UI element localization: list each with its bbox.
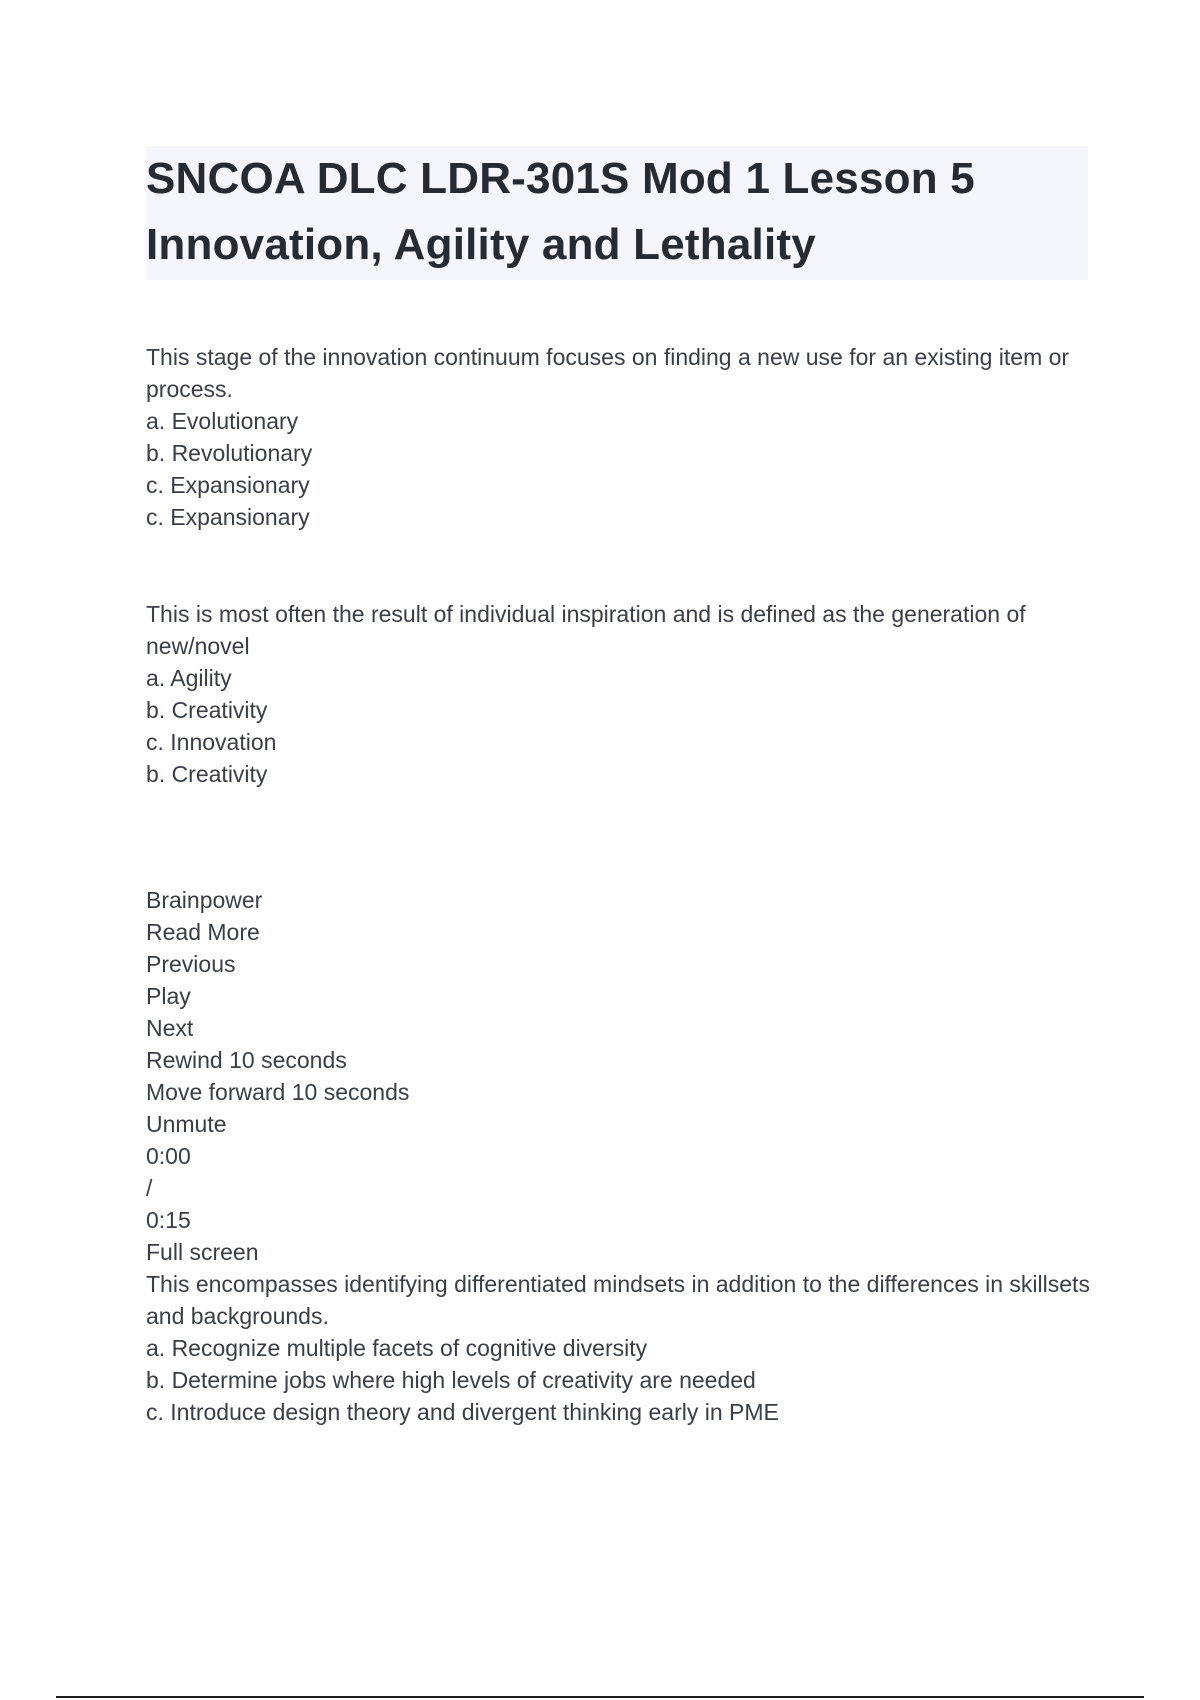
page-title: [146, 146, 1088, 280]
question-1: [146, 341, 1091, 533]
read-more-link[interactable]: Read More: [146, 919, 260, 945]
rewind-button[interactable]: Rewind 10 seconds: [146, 1047, 347, 1073]
question-1-option-c: c. Expansionary: [146, 472, 310, 498]
question-1-answer: c. Expansionary: [146, 504, 310, 530]
brand-label: Brainpower: [146, 887, 263, 913]
question-3-prompt: This encompasses identifying differentiated mindsets in addition to the differences in skillsets and backgrounds.: [146, 1271, 1090, 1329]
media-player-text: [146, 884, 1091, 1428]
question-2-prompt: This is most often the result of individual inspiration and is defined as the generation of new/novel: [146, 601, 1026, 659]
question-3-option-b: b. Determine jobs where high levels of creativity are needed: [146, 1367, 756, 1393]
question-2-option-a: a. Agility: [146, 665, 232, 691]
question-2-answer: b. Creativity: [146, 761, 268, 787]
play-button[interactable]: Play: [146, 983, 191, 1009]
question-1-option-a: a. Evolutionary: [146, 408, 299, 434]
question-3-option-a: a. Recognize multiple facets of cognitive diversity: [146, 1335, 648, 1361]
footer-divider: [56, 1696, 1144, 1698]
question-2: [146, 598, 1091, 790]
time-separator: /: [146, 1175, 153, 1201]
question-3-option-c: c. Introduce design theory and divergent thinking early in PME: [146, 1399, 779, 1425]
question-2-option-b: b. Creativity: [146, 697, 268, 723]
question-2-option-c: c. Innovation: [146, 729, 277, 755]
title-line-2: Innovation, Agility and Lethality: [146, 220, 816, 269]
current-time: 0:00: [146, 1143, 191, 1169]
previous-button[interactable]: Previous: [146, 951, 236, 977]
next-button[interactable]: Next: [146, 1015, 194, 1041]
question-1-prompt: This stage of the innovation continuum focuses on finding a new use for an existing item or process.: [146, 344, 1070, 402]
question-1-option-b: b. Revolutionary: [146, 440, 313, 466]
title-line-1: SNCOA DLC LDR-301S Mod 1 Lesson 5: [146, 154, 975, 203]
duration: 0:15: [146, 1207, 191, 1233]
unmute-button[interactable]: Unmute: [146, 1111, 227, 1137]
fullscreen-button[interactable]: Full screen: [146, 1239, 259, 1265]
forward-button[interactable]: Move forward 10 seconds: [146, 1079, 410, 1105]
